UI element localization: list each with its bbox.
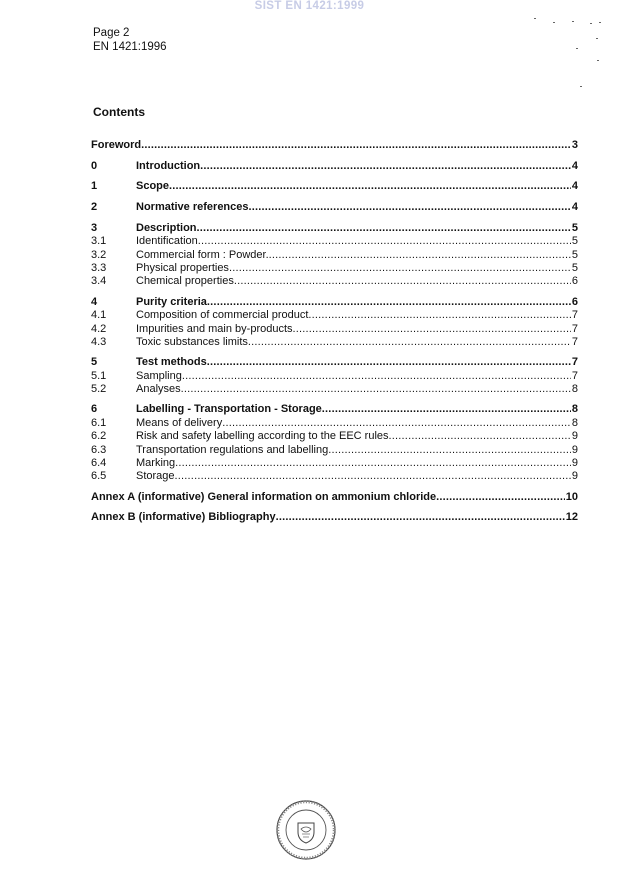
toc-entry-6[interactable]	[91, 403, 578, 417]
toc-page: 9	[571, 470, 578, 483]
toc-number: 6.2	[91, 430, 107, 443]
toc-page: 5	[571, 221, 578, 234]
toc-page: 5	[571, 261, 578, 274]
toc-page: 9	[571, 430, 578, 443]
toc-title: Risk and safety labelling according to the EEC rules .....	[136, 430, 578, 443]
toc-title: Identification .....	[136, 235, 578, 248]
watermark: SIST EN 1421:1999	[254, 0, 365, 12]
toc-number: 6	[91, 403, 98, 416]
toc-title: Marking .....	[136, 457, 578, 470]
toc-entry-6-5[interactable]	[91, 470, 578, 483]
toc-number: 6.4	[91, 456, 107, 469]
toc-title: Means of delivery .....	[136, 417, 578, 430]
toc-number: 3.4	[91, 275, 107, 288]
toc-number: 3	[91, 221, 98, 234]
toc-title: Introduction .....	[136, 160, 578, 174]
toc-page: 7	[571, 356, 578, 369]
toc-number: 5.2	[91, 383, 107, 396]
toc-number: 3.3	[91, 261, 107, 274]
toc-number: 5	[91, 356, 98, 369]
toc-title: Transportation regulations and labelling .....	[136, 444, 578, 457]
toc-number: 5.1	[91, 369, 107, 382]
toc-title: Annex B (informative) Bibliography .....	[91, 511, 578, 525]
toc-number: 2	[91, 201, 98, 214]
toc-number: 3.2	[91, 248, 107, 261]
toc-page: 4	[571, 159, 578, 172]
toc-number: 1	[91, 180, 98, 193]
toc-entry-2[interactable]	[91, 201, 578, 215]
toc-entry-6-1[interactable]	[91, 417, 578, 430]
toc-entry-5-2[interactable]	[91, 383, 578, 396]
toc-entry-3-1[interactable]	[91, 235, 578, 248]
toc-entry-4[interactable]	[91, 296, 578, 310]
toc-page: 12	[565, 511, 578, 524]
toc-title: Labelling - Transportation - Storage .....	[136, 403, 578, 417]
toc-title: Analyses .....	[136, 383, 578, 396]
toc-entry-3[interactable]	[91, 222, 578, 236]
toc-title: Scope .....	[136, 180, 578, 194]
toc-title: Normative references .....	[136, 201, 578, 215]
toc-title: Purity criteria .....	[136, 296, 578, 310]
toc-entry-4-1[interactable]	[91, 309, 578, 322]
toc-number: 6.1	[91, 417, 107, 430]
toc-entry-1[interactable]	[91, 180, 578, 194]
toc-title: Physical properties .....	[136, 262, 578, 275]
toc-entry-6-2[interactable]	[91, 430, 578, 443]
toc-page: 4	[571, 201, 578, 214]
toc-number: 0	[91, 159, 98, 172]
toc-number: 4	[91, 295, 98, 308]
toc-title: Composition of commercial product .....	[136, 309, 578, 322]
toc-page: 9	[571, 456, 578, 469]
contents-title: Contents	[93, 105, 145, 119]
toc-title: Test methods .....	[136, 356, 578, 370]
toc-entry-0[interactable]	[91, 160, 578, 174]
toc-title: Description .....	[136, 222, 578, 236]
standard-id: EN 1421:1996	[93, 40, 167, 53]
toc-entry-foreword[interactable]	[91, 139, 578, 153]
toc-number: 4.1	[91, 309, 107, 322]
toc-page: 7	[571, 309, 578, 322]
toc-title: Commercial form : Powder. .....	[136, 249, 578, 262]
toc-page: 5	[571, 248, 578, 261]
toc-title: Impurities and main by-products .....	[136, 323, 578, 336]
toc-title: Storage .....	[136, 470, 578, 483]
toc-entry-5-1[interactable]	[91, 370, 578, 383]
toc-page: 10	[565, 490, 578, 503]
toc-entry-5[interactable]	[91, 356, 578, 370]
page-number: Page 2	[93, 27, 130, 39]
toc-number: 4.2	[91, 322, 107, 335]
toc-entry-annex-a[interactable]	[91, 491, 578, 505]
toc-title: Annex A (informative) General information on ammonium chloride .....	[91, 491, 578, 505]
toc-number: 6.5	[91, 470, 107, 483]
toc-page: 8	[571, 403, 578, 416]
toc-page: 7	[571, 369, 578, 382]
table-of-contents	[91, 139, 578, 525]
toc-entry-6-3[interactable]	[91, 444, 578, 457]
toc-page: 6	[571, 275, 578, 288]
library-seal-icon	[275, 799, 337, 866]
toc-title: Chemical properties .....	[136, 275, 578, 288]
toc-number: 3.1	[91, 235, 107, 248]
toc-page: 7	[571, 335, 578, 348]
toc-number: 6.3	[91, 443, 107, 456]
toc-entry-3-3[interactable]	[91, 262, 578, 275]
toc-page: 8	[571, 383, 578, 396]
toc-number: 4.3	[91, 335, 107, 348]
page-header	[93, 27, 167, 54]
toc-entry-6-4[interactable]	[91, 457, 578, 470]
toc-page: 7	[571, 322, 578, 335]
toc-title: Foreword .....	[91, 139, 578, 153]
toc-title: Toxic substances limits .....	[136, 336, 578, 349]
toc-title: Sampling .....	[136, 370, 578, 383]
toc-entry-annex-b[interactable]	[91, 511, 578, 525]
toc-entry-3-4[interactable]	[91, 275, 578, 288]
toc-entry-4-2[interactable]	[91, 323, 578, 336]
toc-page: 9	[571, 443, 578, 456]
toc-entry-4-3[interactable]	[91, 336, 578, 349]
toc-page: 3	[571, 139, 578, 151]
toc-page: 5	[571, 235, 578, 248]
toc-entry-3-2[interactable]	[91, 249, 578, 262]
toc-page: 4	[571, 180, 578, 193]
toc-page: 8	[571, 417, 578, 430]
toc-page: 6	[571, 295, 578, 308]
